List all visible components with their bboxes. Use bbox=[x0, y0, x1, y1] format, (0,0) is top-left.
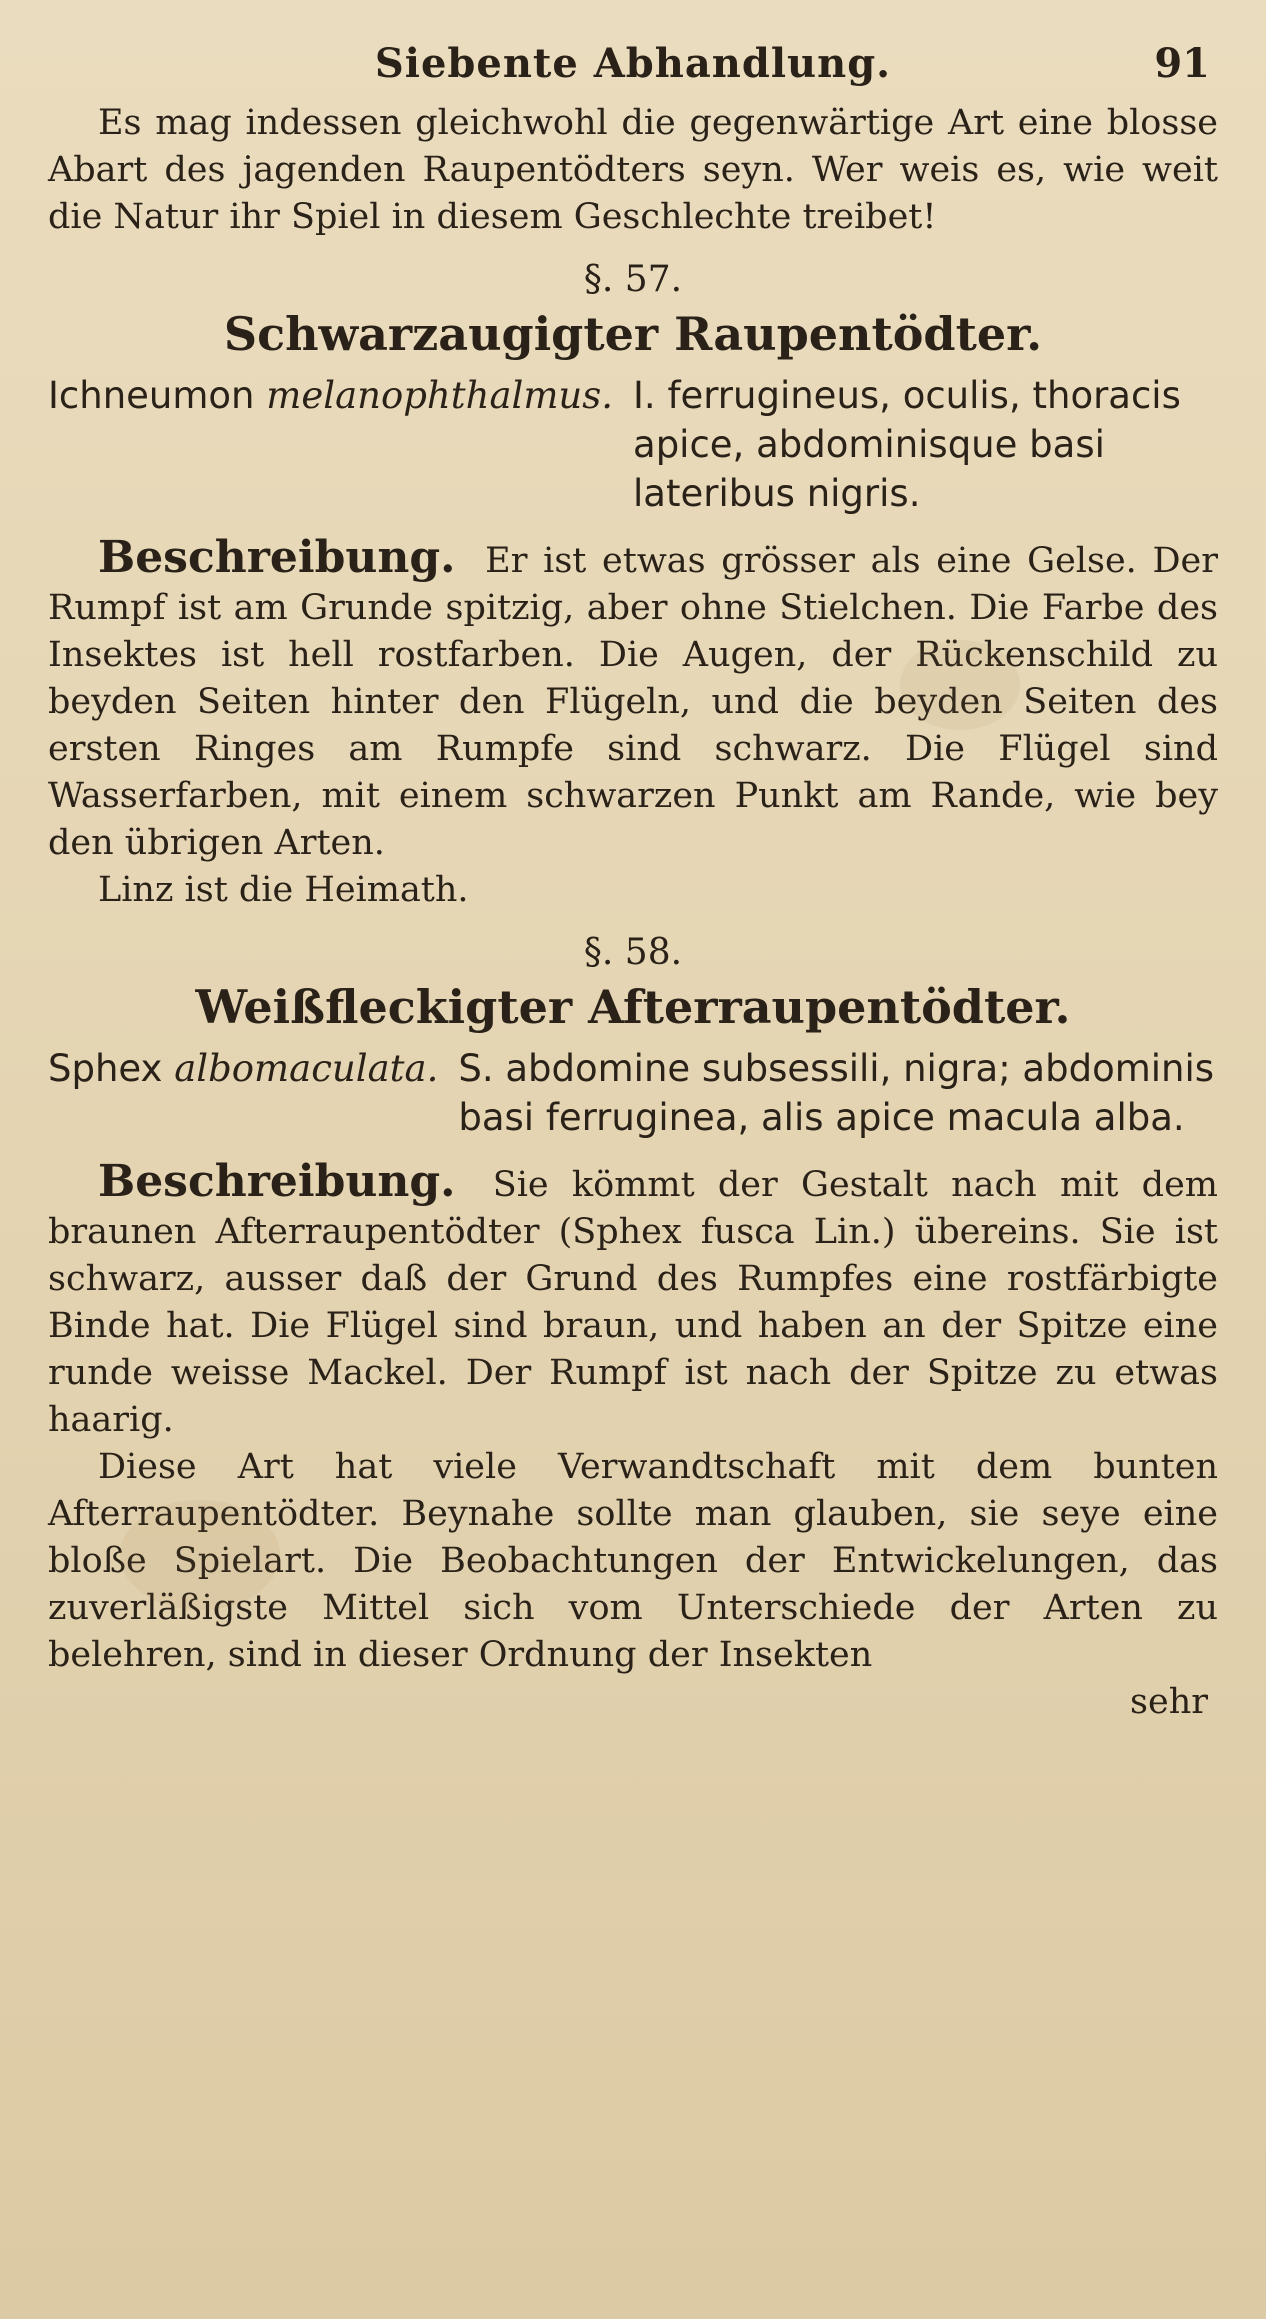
page-number: 91 bbox=[1154, 40, 1210, 87]
section-number-58: §. 58. bbox=[583, 932, 683, 973]
paper-stain bbox=[120, 1500, 280, 1610]
species-heading-58: Weißfleckigter Afterraupentödter. bbox=[195, 980, 1071, 1034]
description-label: Beschreibung. bbox=[98, 532, 456, 583]
description-57 bbox=[48, 534, 1218, 867]
species-heading-57: Schwarzaugigter Raupentödter. bbox=[223, 307, 1043, 361]
habitat-57: Linz ist die Heimath. bbox=[98, 870, 469, 910]
genus-name: Ichneumon bbox=[48, 374, 255, 417]
taxon-entry-58 bbox=[48, 1044, 1218, 1142]
latin-diagnosis-57: I. ferrugineus, oculis, thoracis apice, abdominisque basi lateribus nigris. bbox=[633, 374, 1181, 515]
page-header bbox=[48, 40, 1218, 100]
intro-paragraph: Es mag indessen gleichwohl die gegenwärtige Art eine blosse Abart des jagenden Raupentödters seyn. Wer weis es, wie weit die Natur ihr Spiel in diesem Geschlechte treibet! bbox=[48, 103, 1218, 237]
genus-name: Sphex bbox=[48, 1047, 163, 1090]
description-label: Beschreibung. bbox=[98, 1156, 456, 1207]
description-58 bbox=[48, 1158, 1218, 1444]
section-number-57: §. 57. bbox=[583, 259, 683, 300]
description-text: Sie kömmt der Gestalt nach mit dem braunen Afterraupentödter (Sphex fusca Lin.) übereins. Sie ist schwarz, ausser daß der Grund des Rumpfes eine rostfärbigte Binde hat. Die Flügel sind braun, und haben an der Spitze eine runde weisse Mackel. Der Rumpf ist nach der Spitze zu etwas haarig. bbox=[48, 1165, 1218, 1440]
taxon-name-58 bbox=[48, 1044, 458, 1142]
description-text: Er ist etwas grösser als eine Gelse. Der Rumpf ist am Grunde spitzig, aber ohne Stielchen. Die Farbe des Insektes ist hell rostfarben. Die Augen, der Rückenschild zu beyden Seiten hinter den Flügeln, und die beyden Seiten des ersten Ringes am Rumpfe sind schwarz. Die Flügel sind Wasserfarben, mit einem schwarzen Punkt am Rande, wie bey den übrigen Arten. bbox=[48, 541, 1218, 863]
taxon-entry-57 bbox=[48, 371, 1218, 518]
species-epithet: melanophthalmus. bbox=[266, 374, 614, 417]
paper-stain bbox=[900, 640, 1020, 730]
closing-paragraph: Diese Art hat viele Verwandtschaft mit dem bunten Afterraupentödter. Beynahe sollte man glauben, sie seye eine bloße Spielart. Die Beobachtungen der Entwickelungen, das zuverläßigste Mittel sich vom Unterschiede der Arten zu belehren, sind in dieser Ordnung der Insekten bbox=[48, 1447, 1218, 1675]
catchword: sehr bbox=[1130, 1682, 1208, 1722]
species-epithet: albomaculata. bbox=[174, 1047, 439, 1090]
taxon-name-57 bbox=[48, 371, 633, 518]
latin-diagnosis-58: S. abdomine subsessili, nigra; abdominis basi ferruginea, alis apice macula alba. bbox=[458, 1047, 1215, 1139]
running-title: Siebente Abhandlung. bbox=[374, 40, 892, 87]
